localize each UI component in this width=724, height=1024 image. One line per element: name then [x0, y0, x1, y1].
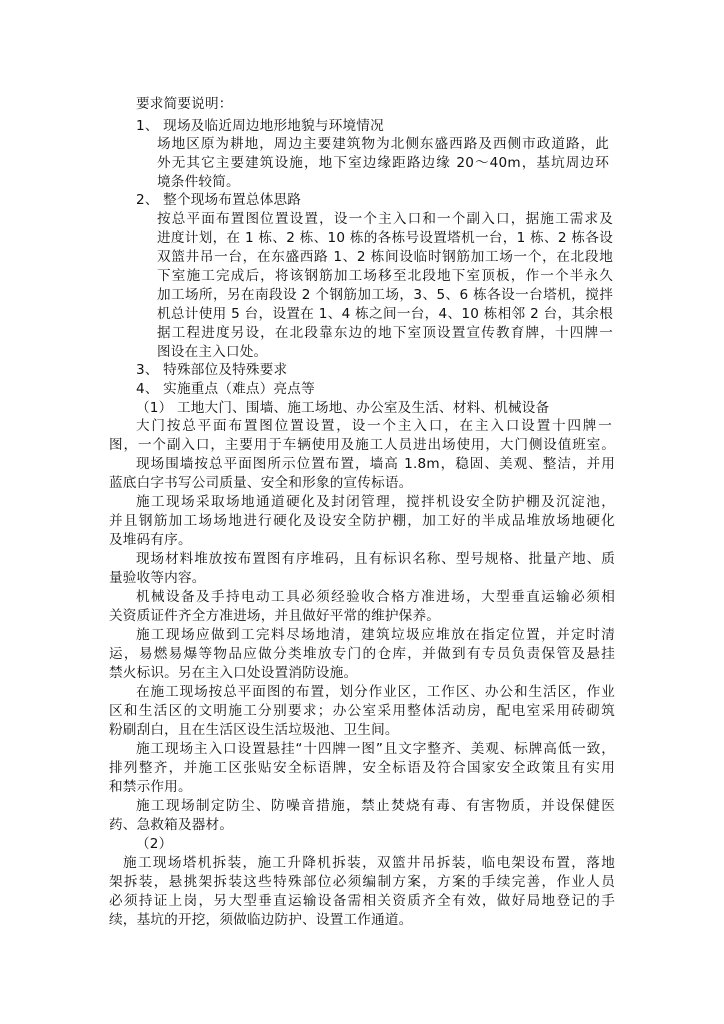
paragraph-line: 机械设备及手持电动工具必须经验收合格方准进场，大型垂直运输必须相 [136, 589, 615, 605]
paragraph-line: 和禁示作用。 [109, 779, 192, 795]
section-1-line: 场地区原为耕地，周边主要建筑物为北侧东盛西路及西侧市政道路，此 [157, 136, 609, 152]
paragraph-line: 粉刷刮白，且在生活区设生活垃圾池、卫生间。 [109, 722, 399, 738]
section-2-line: 机总计使用 5 台，设置在 1、4 栋之间一台，4、10 栋相邻 2 台，其余根 [157, 306, 613, 322]
section-3-title: 3、 特殊部位及特殊要求 [136, 362, 288, 378]
paragraph-line: 现场围墙按总平面图所示位置布置，墙高 1.8m，稳固、美观、整洁，并用 [136, 456, 615, 472]
subsection-2-line: 续，基坑的开挖，须做临边防护、设置工作通道。 [109, 912, 413, 928]
section-1-title: 1、 现场及临近周边地形地貌与环境情况 [136, 118, 384, 134]
subsection-2-title: （2） [136, 836, 173, 852]
section-2-line: 下室施工完成后，将该钢筋加工场移至北段地下室顶板，作一个半永久 [157, 268, 613, 284]
section-2-title: 2、 整个现场布置总体思路 [136, 192, 302, 208]
paragraph-line: 关资质证件齐全方准进场，并且做好平常的维护保养。 [109, 608, 441, 624]
subsection-2-line: 架拆装，悬挑架拆装这些特殊部位必须编制方案，方案的手续完善，作业人员 [109, 874, 615, 890]
paragraph-line: 施工现场采取场地通道硬化及封闭管理，搅拌机设安全防护棚及沉淀池， [136, 494, 615, 510]
section-2-line: 双篮井吊一台，在东盛西路 1、2 栋间设临时钢筋加工场一个，在北段地 [157, 249, 613, 265]
section-2-line: 加工场所，另在南段设 2 个钢筋加工场，3、5、6 栋各设一台塔机，搅拌 [157, 287, 613, 303]
paragraph-line: 施工现场制定防尘、防噪音措施，禁止焚烧有毒、有害物质，并设保健医 [136, 798, 615, 814]
paragraph-line: 现场材料堆放按布置图有序堆码，且有标识名称、型号规格、批量产地、质 [136, 551, 615, 567]
paragraph-line: 禁火标识。另在主入口处设置消防设施。 [109, 665, 358, 681]
paragraph-line: 图，一个副入口，主要用于车辆使用及施工人员进出场使用，大门侧设值班室。 [109, 437, 615, 453]
subsection-1-title: （1） 工地大门、围墙、施工场地、办公室及生活、材料、机械设备 [136, 400, 550, 416]
paragraph-line: 施工现场主入口设置悬挂“十四牌一图”且文字整齐、美观、标牌高低一致， [136, 741, 615, 757]
section-1-line: 外无其它主要建筑设施，地下室边缘距路边缘 20～40m，基坑周边环 [157, 155, 609, 171]
section-1-line: 境条件较简。 [157, 174, 240, 190]
paragraph-line: 并且钢筋加工场场地进行硬化及设安全防护棚，加工好的半成品堆放场地硬化 [109, 513, 615, 529]
paragraph-line: 在施工现场按总平面图的布置，划分作业区，工作区、办公和生活区，作业 [136, 684, 615, 700]
paragraph-line: 运，易燃易爆等物品应做分类堆放专门的仓库，并做到有专员负责保管及悬挂 [109, 646, 615, 662]
subsection-2-line: 施工现场塔机拆装，施工升降机拆装，双篮井吊拆装，临电架设布置，落地 [123, 855, 615, 871]
paragraph-line: 量验收等内容。 [109, 570, 206, 586]
paragraph-line: 及堆码有序。 [109, 532, 192, 548]
paragraph-line: 施工现场应做到工完料尽场地清，建筑垃圾应堆放在指定位置，并定时清 [136, 627, 615, 643]
paragraph-line: 大门按总平面布置图位置设置，设一个主入口，在主入口设置十四牌一 [136, 418, 612, 434]
section-2-line: 据工程进度另设，在北段靠东边的地下室顶设置宣传教育牌，十四牌一 [157, 325, 613, 341]
heading: 要求简要说明： [136, 96, 233, 112]
paragraph-line: 蓝底白字书写公司质量、安全和形象的宣传标语。 [109, 475, 413, 491]
section-2-line: 按总平面布置图位置设置，设一个主入口和一个副入口，据施工需求及 [157, 211, 613, 227]
section-2-line: 进度计划，在 1 栋、2 栋、10 栋的各栋号设置塔机一台，1 栋、2 栋各设 [157, 230, 613, 246]
section-4-title: 4、 实施重点（难点）亮点等 [136, 381, 315, 397]
section-2-line: 图设在主入口处。 [157, 344, 268, 360]
subsection-2-line: 必须持证上岗，另大型垂直运输设备需相关资质齐全有效，做好局地登记的手 [109, 893, 615, 909]
paragraph-line: 药、急救箱及器材。 [109, 817, 234, 833]
paragraph-line: 排列整齐，并施工区张贴安全标语牌，安全标语及符合国家安全政策且有实用 [109, 760, 615, 776]
paragraph-line: 区和生活区的文明施工分别要求；办公室采用整体活动房，配电室采用砖砌筑 [109, 703, 615, 719]
